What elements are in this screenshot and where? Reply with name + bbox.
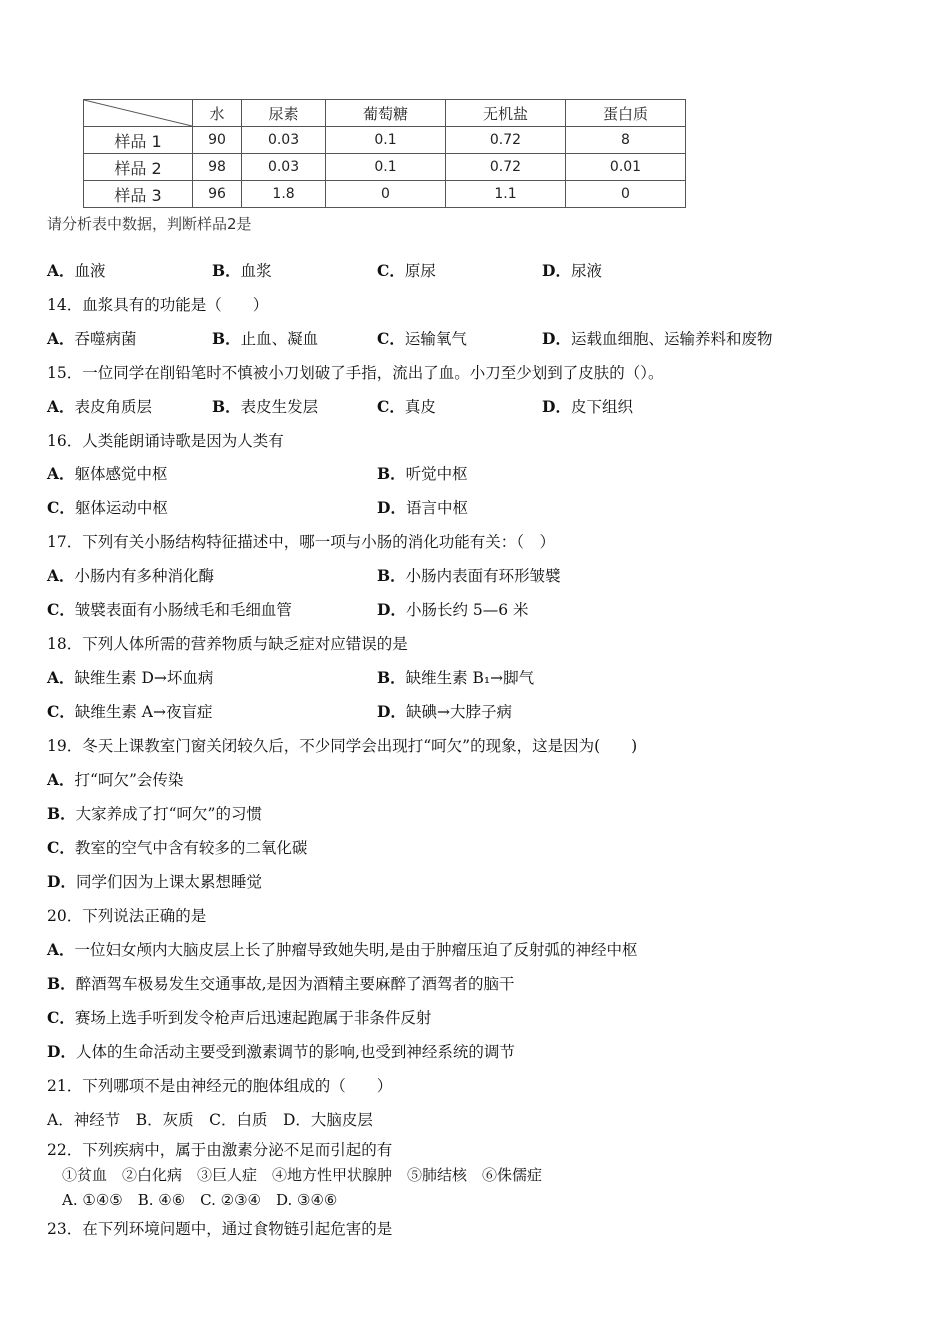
q16-option-c[interactable]: C．躯体运动中枢 [47,498,168,517]
q20-stem: 20．下列说法正确的是 [47,907,207,925]
table-cell: 1.1 [445,181,565,208]
sample-data-table [83,99,686,208]
table-cell: 8 [565,127,685,154]
row-label: 样品 3 [84,181,193,208]
q22-items: ①贫血 ②白化病 ③巨人症 ④地方性甲状腺肿 ⑤肺结核 ⑥侏儒症 [62,1166,543,1184]
table-cell: 90 [193,127,242,154]
q14-option-c[interactable]: C．运输氧气 [377,329,467,348]
q20-option-b[interactable]: B．醉酒驾车极易发生交通事故,是因为酒精主要麻醉了酒驾者的脑干 [47,974,515,993]
q17-option-a[interactable]: A．小肠内有多种消化酶 [47,566,215,585]
q18-stem: 18．下列人体所需的营养物质与缺乏症对应错误的是 [47,635,408,653]
table-cell: 0.03 [242,154,326,181]
q18-option-a[interactable]: A．缺维生素 D→坏血病 [47,668,214,687]
q19-option-b[interactable]: B．大家养成了打“呵欠”的习惯 [47,804,262,823]
q22-options[interactable]: A. ①④⑤ B. ④⑥ C. ②③④ D. ③④⑥ [62,1191,338,1209]
q19-stem: 19．冬天上课教室门窗关闭较久后，不少同学会出现打“呵欠”的现象，这是因为( ) [47,737,638,755]
q19-option-d[interactable]: D．同学们因为上课太累想睡觉 [47,872,262,891]
col-header: 无机盐 [445,100,565,127]
q19-option-c[interactable]: C．教室的空气中含有较多的二氧化碳 [47,838,308,857]
q17-option-c[interactable]: C．皱襞表面有小肠绒毛和毛细血管 [47,600,292,619]
table-row [84,154,686,181]
q20-option-a[interactable]: A．一位妇女颅内大脑皮层上长了肿瘤导致她失明,是由于肿瘤压迫了反射弧的神经中枢 [47,940,638,959]
q14-option-d[interactable]: D．运载血细胞、运输养料和废物 [542,329,773,348]
diagonal-header-cell [84,100,193,127]
q21-stem: 21．下列哪项不是由神经元的胞体组成的（ ） [47,1077,393,1095]
q23-stem: 23．在下列环境问题中，通过食物链引起危害的是 [47,1220,393,1238]
q17-option-d[interactable]: D．小肠长约 5—6 米 [377,600,529,619]
table-cell: 96 [193,181,242,208]
q13-option-a[interactable]: A．血液 [47,261,106,280]
q15-option-d[interactable]: D．皮下组织 [542,397,633,416]
q18-option-c[interactable]: C．缺维生素 A→夜盲症 [47,702,213,721]
col-header: 葡萄糖 [325,100,445,127]
q15-stem: 15．一位同学在削铅笔时不慎被小刀划破了手指，流出了血。小刀至少划到了皮肤的（）。 [47,364,664,382]
table-caption: 请分析表中数据，判断样品2是 [47,215,252,233]
q14-option-a[interactable]: A．吞噬病菌 [47,329,137,348]
table-cell: 0.72 [445,154,565,181]
q13-option-d[interactable]: D．尿液 [542,261,602,280]
row-label: 样品 1 [84,127,193,154]
table-header-row [84,100,686,127]
table-cell: 1.8 [242,181,326,208]
q16-option-a[interactable]: A．躯体感觉中枢 [47,464,168,483]
q14-option-b[interactable]: B．止血、凝血 [212,329,319,348]
q17-stem: 17．下列有关小肠结构特征描述中，哪一项与小肠的消化功能有关：（ ） [47,533,555,551]
q20-option-c[interactable]: C．赛场上选手听到发令枪声后迅速起跑属于非条件反射 [47,1008,432,1027]
table-cell: 98 [193,154,242,181]
table-cell: 0.03 [242,127,326,154]
table-cell: 0.01 [565,154,685,181]
table-cell: 0.1 [325,154,445,181]
q19-option-a[interactable]: A．打“呵欠”会传染 [47,770,184,789]
q13-option-b[interactable]: B．血浆 [212,261,272,280]
q16-stem: 16．人类能朗诵诗歌是因为人类有 [47,432,284,450]
table-row [84,181,686,208]
q20-option-d[interactable]: D．人体的生命活动主要受到激素调节的影响,也受到神经系统的调节 [47,1042,515,1061]
col-header: 尿素 [242,100,326,127]
q18-option-b[interactable]: B．缺维生素 B₁→脚气 [377,668,535,687]
q16-option-b[interactable]: B．听觉中枢 [377,464,468,483]
q14-stem: 14．血浆具有的功能是（ ） [47,296,269,314]
table-row [84,127,686,154]
table-cell: 0 [565,181,685,208]
q15-option-b[interactable]: B．表皮生发层 [212,397,319,416]
q21-options[interactable]: A．神经节 B．灰质 C．白质 D．大脑皮层 [47,1111,373,1129]
table-cell: 0 [325,181,445,208]
col-header: 蛋白质 [565,100,685,127]
table-cell: 0.72 [445,127,565,154]
row-label: 样品 2 [84,154,193,181]
q13-option-c[interactable]: C．原尿 [377,261,436,280]
q17-option-b[interactable]: B．小肠内表面有环形皱襞 [377,566,561,585]
table-cell: 0.1 [325,127,445,154]
diagonal-line [84,100,192,126]
q16-option-d[interactable]: D．语言中枢 [377,498,468,517]
col-header: 水 [193,100,242,127]
q15-option-a[interactable]: A．表皮角质层 [47,397,153,416]
q15-option-c[interactable]: C．真皮 [377,397,436,416]
q22-stem: 22．下列疾病中，属于由激素分泌不足而引起的有 [47,1141,393,1159]
q18-option-d[interactable]: D．缺碘→大脖子病 [377,702,512,721]
